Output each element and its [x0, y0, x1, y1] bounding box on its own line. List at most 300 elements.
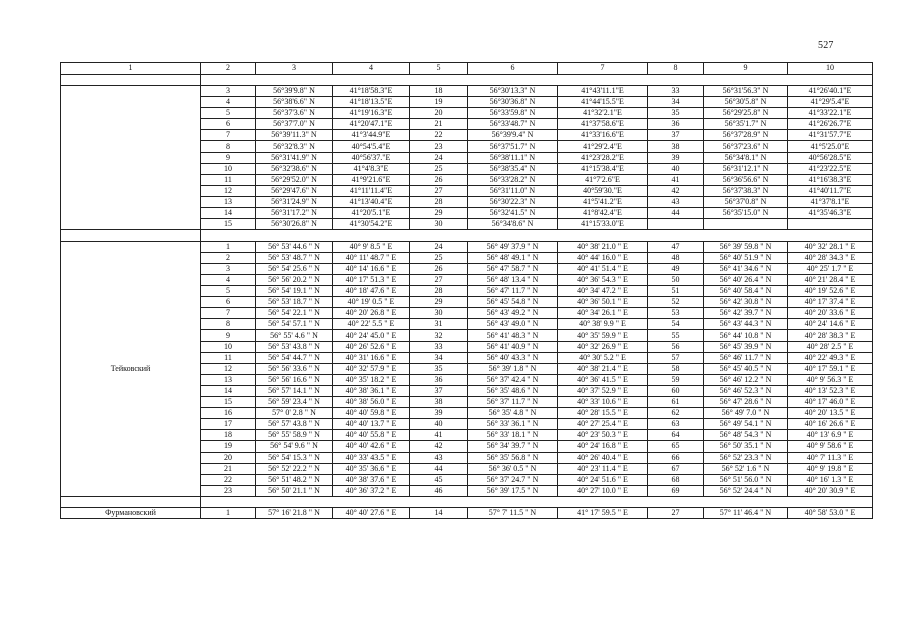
longitude: 40° 40' 59.8 " E	[333, 408, 410, 419]
latitude: 56° 33' 18.1 " N	[468, 430, 558, 441]
longitude: 40° 38' 21.0 " E	[558, 241, 648, 252]
point-number: 14	[410, 508, 468, 519]
longitude: 41°44'15.5"E	[558, 97, 648, 108]
longitude: 41°37'8.1"E	[788, 196, 873, 207]
longitude: 40° 38' 9.9 " E	[558, 319, 648, 330]
point-number: 20	[410, 108, 468, 119]
point-number: 38	[410, 397, 468, 408]
point-number: 42	[648, 185, 704, 196]
latitude: 56°39'9.8" N	[256, 86, 333, 97]
latitude: 56°35'15.0" N	[704, 208, 788, 219]
latitude: 57° 16' 21.8 " N	[256, 508, 333, 519]
spacer-district-cell	[61, 496, 201, 508]
longitude: 40° 16' 1.3 " E	[788, 474, 873, 485]
longitude: 40° 41' 51.4 " E	[558, 263, 648, 274]
column-number-header: 7	[558, 63, 648, 75]
point-number: 46	[410, 485, 468, 496]
point-number: 11	[201, 352, 256, 363]
point-number: 43	[648, 196, 704, 207]
longitude: 40° 17' 51.3 " E	[333, 275, 410, 286]
latitude: 57° 0' 2.8 " N	[256, 408, 333, 419]
latitude: 56° 50' 21.1 " N	[256, 485, 333, 496]
point-number: 22	[410, 130, 468, 141]
latitude: 56°37'38.3" N	[704, 185, 788, 196]
point-number: 16	[201, 408, 256, 419]
longitude: 41°18'13.5"E	[333, 97, 410, 108]
point-number: 18	[201, 430, 256, 441]
longitude: 41°26'26.7"E	[788, 119, 873, 130]
point-number: 40	[648, 163, 704, 174]
latitude: 56° 50' 35.1 " N	[704, 441, 788, 452]
longitude: 40° 32' 28.1 " E	[788, 241, 873, 252]
point-number: 22	[201, 474, 256, 485]
point-number: 52	[648, 297, 704, 308]
spacer-row	[61, 74, 873, 86]
point-number: 13	[201, 374, 256, 385]
table-row	[61, 508, 873, 519]
latitude: 56° 56' 33.6 " N	[256, 363, 333, 374]
point-number: 26	[410, 174, 468, 185]
point-number: 27	[410, 275, 468, 286]
longitude: 41°35'46.3"E	[788, 208, 873, 219]
latitude: 56° 56' 20.2 " N	[256, 275, 333, 286]
latitude: 56° 56' 16.6 " N	[256, 374, 333, 385]
district-name: Тейковский	[61, 241, 201, 496]
longitude: 40° 40' 55.8 " E	[333, 430, 410, 441]
point-number: 21	[410, 119, 468, 130]
longitude: 40°59'30."E	[558, 185, 648, 196]
point-number: 45	[410, 474, 468, 485]
coordinates-table	[60, 62, 873, 519]
latitude: 56°31'11.0" N	[468, 185, 558, 196]
longitude: 40° 36' 50.1 " E	[558, 297, 648, 308]
point-number: 37	[648, 130, 704, 141]
point-number: 30	[410, 308, 468, 319]
latitude: 56° 37' 42.4 " N	[468, 374, 558, 385]
longitude: 40° 7' 11.3 " E	[788, 452, 873, 463]
spacer-district-cell	[61, 74, 201, 86]
point-number: 18	[410, 86, 468, 97]
longitude: 40° 20' 30.9 " E	[788, 485, 873, 496]
point-number: 15	[201, 397, 256, 408]
column-number-header: 1	[61, 63, 201, 75]
longitude: 41°29'2.4"E	[558, 141, 648, 152]
latitude: 56°35'1.7" N	[704, 119, 788, 130]
latitude: 56° 57' 14.1 " N	[256, 385, 333, 396]
longitude: 40° 20' 13.5 " E	[788, 408, 873, 419]
point-number: 29	[410, 297, 468, 308]
latitude: 56°34'8.1" N	[704, 152, 788, 163]
point-number: 25	[410, 163, 468, 174]
point-number: 27	[410, 185, 468, 196]
latitude: 57° 7' 11.5 " N	[468, 508, 558, 519]
point-number: 30	[410, 219, 468, 230]
latitude: 56°31'12.1" N	[704, 163, 788, 174]
latitude: 56°37'0.8" N	[704, 196, 788, 207]
longitude: 40° 19' 0.5 " E	[333, 297, 410, 308]
latitude: 56°39'11.3" N	[256, 130, 333, 141]
point-number: 3	[201, 263, 256, 274]
point-number: 57	[648, 352, 704, 363]
point-number: 34	[648, 97, 704, 108]
point-number: 65	[648, 441, 704, 452]
longitude: 41°26'40.1"E	[788, 86, 873, 97]
latitude: 56° 45' 39.9 " N	[704, 341, 788, 352]
point-number: 4	[201, 97, 256, 108]
point-number: 35	[648, 108, 704, 119]
point-number: 58	[648, 363, 704, 374]
longitude: 40° 14' 16.6 " E	[333, 263, 410, 274]
latitude: 56° 40' 43.3 " N	[468, 352, 558, 363]
latitude: 56°29'47.6" N	[256, 185, 333, 196]
latitude: 56°39'9.4" N	[468, 130, 558, 141]
longitude: 40° 26' 40.4 " E	[558, 452, 648, 463]
longitude: 40° 17' 46.0 " E	[788, 397, 873, 408]
point-number: 7	[201, 308, 256, 319]
point-number: 14	[201, 208, 256, 219]
longitude: 41°5'25.0"E	[788, 141, 873, 152]
point-number: 63	[648, 419, 704, 430]
latitude: 56° 54' 44.7 " N	[256, 352, 333, 363]
latitude: 57° 11' 46.4 " N	[704, 508, 788, 519]
latitude: 56° 54' 19.1 " N	[256, 286, 333, 297]
longitude: 41°29'5.4"E	[788, 97, 873, 108]
point-number: 12	[201, 363, 256, 374]
point-number: 27	[648, 508, 704, 519]
point-number: 24	[410, 241, 468, 252]
latitude: 56° 43' 49.0 " N	[468, 319, 558, 330]
latitude: 56°37'3.6" N	[256, 108, 333, 119]
latitude: 56° 42' 39.7 " N	[704, 308, 788, 319]
longitude: 40° 38' 36.1 " E	[333, 385, 410, 396]
longitude: 40° 28' 15.5 " E	[558, 408, 648, 419]
column-number-header: 6	[468, 63, 558, 75]
point-number: 1	[201, 508, 256, 519]
longitude: 40° 31' 16.6 " E	[333, 352, 410, 363]
point-number: 64	[648, 430, 704, 441]
longitude: 41°8'42.4"E	[558, 208, 648, 219]
point-number: 53	[648, 308, 704, 319]
latitude	[704, 219, 788, 230]
point-number: 29	[410, 208, 468, 219]
longitude: 40° 21' 28.4 " E	[788, 275, 873, 286]
latitude: 56°30'36.8" N	[468, 97, 558, 108]
latitude: 56° 40' 58.4 " N	[704, 286, 788, 297]
table-row	[61, 241, 873, 252]
latitude: 56°32'41.5" N	[468, 208, 558, 219]
latitude: 56°34'8.6" N	[468, 219, 558, 230]
longitude: 40° 18' 47.6 " E	[333, 286, 410, 297]
longitude: 40° 28' 34.3 " E	[788, 252, 873, 263]
point-number: 13	[201, 196, 256, 207]
latitude: 56°37'7.0" N	[256, 119, 333, 130]
table-body	[61, 63, 873, 519]
longitude: 40° 44' 16.0 " E	[558, 252, 648, 263]
spacer-cell	[201, 496, 873, 508]
spacer-row	[61, 496, 873, 508]
spacer-cell	[201, 230, 873, 242]
latitude: 56° 40' 26.4 " N	[704, 275, 788, 286]
point-number: 23	[201, 485, 256, 496]
latitude: 56° 48' 49.1 " N	[468, 252, 558, 263]
longitude: 41° 17' 59.5 " E	[558, 508, 648, 519]
point-number: 50	[648, 275, 704, 286]
longitude: 40° 35' 59.9 " E	[558, 330, 648, 341]
latitude: 56° 37' 11.7 " N	[468, 397, 558, 408]
longitude: 41°19'16.3"E	[333, 108, 410, 119]
point-number: 42	[410, 441, 468, 452]
latitude: 56°30'13.3" N	[468, 86, 558, 97]
longitude: 41°16'38.3"E	[788, 174, 873, 185]
district-name	[61, 86, 201, 230]
column-number-header: 5	[410, 63, 468, 75]
point-number: 67	[648, 463, 704, 474]
longitude: 40°56'28.5"E	[788, 152, 873, 163]
longitude: 41°40'11.7"E	[788, 185, 873, 196]
spacer-district-cell	[61, 230, 201, 242]
longitude: 41°5'41.2"E	[558, 196, 648, 207]
latitude: 56°31'17.2" N	[256, 208, 333, 219]
longitude: 41°32'2.1"E	[558, 108, 648, 119]
point-number: 23	[410, 141, 468, 152]
point-number: 8	[201, 319, 256, 330]
longitude: 40° 20' 33.6 " E	[788, 308, 873, 319]
latitude: 56° 40' 51.9 " N	[704, 252, 788, 263]
point-number: 7	[201, 130, 256, 141]
point-number: 48	[648, 252, 704, 263]
latitude: 56° 54' 25.6 " N	[256, 263, 333, 274]
latitude: 56° 43' 49.2 " N	[468, 308, 558, 319]
latitude: 56° 53' 18.7 " N	[256, 297, 333, 308]
latitude: 56°31'56.3" N	[704, 86, 788, 97]
latitude: 56° 52' 23.3 " N	[704, 452, 788, 463]
longitude	[788, 219, 873, 230]
longitude: 41°3'44.9"E	[333, 130, 410, 141]
point-number: 3	[201, 86, 256, 97]
longitude: 40° 17' 59.1 " E	[788, 363, 873, 374]
latitude: 56° 44' 10.8 " N	[704, 330, 788, 341]
longitude: 40° 33' 43.5 " E	[333, 452, 410, 463]
latitude: 56°30'5.8" N	[704, 97, 788, 108]
latitude: 56° 41' 48.3 " N	[468, 330, 558, 341]
point-number: 34	[410, 352, 468, 363]
point-number: 60	[648, 385, 704, 396]
point-number: 26	[410, 263, 468, 274]
longitude: 40° 32' 26.9 " E	[558, 341, 648, 352]
column-number-header: 3	[256, 63, 333, 75]
point-number: 54	[648, 319, 704, 330]
point-number: 10	[201, 341, 256, 352]
latitude: 56° 53' 43.8 " N	[256, 341, 333, 352]
longitude: 40°54'5.4"E	[333, 141, 410, 152]
longitude: 41°15'33.0"E	[558, 219, 648, 230]
longitude: 40° 24' 45.0 " E	[333, 330, 410, 341]
latitude: 56° 47' 58.7 " N	[468, 263, 558, 274]
latitude: 56°31'24.9" N	[256, 196, 333, 207]
point-number: 62	[648, 408, 704, 419]
point-number: 31	[410, 319, 468, 330]
point-number: 44	[410, 463, 468, 474]
longitude: 40° 20' 26.8 " E	[333, 308, 410, 319]
longitude: 40° 13' 6.9 " E	[788, 430, 873, 441]
spacer-cell	[201, 74, 873, 86]
district-name: Фурмановский	[61, 508, 201, 519]
point-number: 56	[648, 341, 704, 352]
longitude: 40° 25' 1.7 " E	[788, 263, 873, 274]
longitude: 40° 38' 21.4 " E	[558, 363, 648, 374]
point-number: 41	[410, 430, 468, 441]
point-number: 37	[410, 385, 468, 396]
longitude: 40° 9' 56.3 " E	[788, 374, 873, 385]
longitude: 40° 23' 50.3 " E	[558, 430, 648, 441]
point-number: 51	[648, 286, 704, 297]
longitude: 41°20'47.1"E	[333, 119, 410, 130]
latitude: 56°38'11.1" N	[468, 152, 558, 163]
point-number: 38	[648, 141, 704, 152]
longitude: 40° 27' 10.0 " E	[558, 485, 648, 496]
point-number: 25	[410, 252, 468, 263]
longitude: 40° 17' 37.4 " E	[788, 297, 873, 308]
longitude: 40° 24' 14.6 " E	[788, 319, 873, 330]
point-number: 6	[201, 119, 256, 130]
longitude: 40° 9' 8.5 " E	[333, 241, 410, 252]
longitude: 40° 19' 52.6 " E	[788, 286, 873, 297]
latitude: 56°32'38.6" N	[256, 163, 333, 174]
longitude: 40° 58' 53.0 " E	[788, 508, 873, 519]
latitude: 56° 52' 1.6 " N	[704, 463, 788, 474]
point-number: 11	[201, 174, 256, 185]
longitude: 41°30'54.2"E	[333, 219, 410, 230]
latitude: 56° 54' 22.1 " N	[256, 308, 333, 319]
longitude: 40° 37' 52.9 " E	[558, 385, 648, 396]
latitude: 56°33'48.7" N	[468, 119, 558, 130]
longitude: 40° 40' 27.6 " E	[333, 508, 410, 519]
latitude: 56° 55' 58.9 " N	[256, 430, 333, 441]
latitude: 56° 33' 36.1 " N	[468, 419, 558, 430]
longitude: 40° 22' 49.3 " E	[788, 352, 873, 363]
longitude: 41°9'21.6"E	[333, 174, 410, 185]
point-number: 9	[201, 152, 256, 163]
point-number: 61	[648, 397, 704, 408]
latitude: 56° 41' 40.9 " N	[468, 341, 558, 352]
latitude: 56° 51' 48.2 " N	[256, 474, 333, 485]
column-number-header: 4	[333, 63, 410, 75]
latitude: 56°37'28.9" N	[704, 130, 788, 141]
latitude: 56°32'8.3" N	[256, 141, 333, 152]
point-number: 66	[648, 452, 704, 463]
longitude: 40° 11' 48.7 " E	[333, 252, 410, 263]
point-number: 2	[201, 252, 256, 263]
longitude: 40° 38' 56.0 " E	[333, 397, 410, 408]
point-number: 19	[201, 441, 256, 452]
point-number: 33	[648, 86, 704, 97]
latitude: 56° 54' 15.3 " N	[256, 452, 333, 463]
point-number: 5	[201, 286, 256, 297]
latitude: 56°30'26.8" N	[256, 219, 333, 230]
latitude: 56° 36' 0.5 " N	[468, 463, 558, 474]
latitude: 56° 35' 48.6 " N	[468, 385, 558, 396]
latitude: 56° 35' 4.8 " N	[468, 408, 558, 419]
point-number: 24	[410, 152, 468, 163]
longitude: 40° 22' 5.5 " E	[333, 319, 410, 330]
point-number: 1	[201, 241, 256, 252]
latitude: 56° 49' 37.9 " N	[468, 241, 558, 252]
latitude: 56°31'41.9" N	[256, 152, 333, 163]
point-number: 9	[201, 330, 256, 341]
latitude: 56° 54' 57.1 " N	[256, 319, 333, 330]
point-number: 6	[201, 297, 256, 308]
longitude: 41°31'57.7"E	[788, 130, 873, 141]
point-number: 17	[201, 419, 256, 430]
point-number: 19	[410, 97, 468, 108]
latitude: 56°29'25.8" N	[704, 108, 788, 119]
latitude: 56° 48' 13.4 " N	[468, 275, 558, 286]
latitude: 56° 49' 54.1 " N	[704, 419, 788, 430]
latitude: 56° 53' 44.6 " N	[256, 241, 333, 252]
latitude: 56° 52' 24.4 " N	[704, 485, 788, 496]
longitude: 41°33'16.6"E	[558, 130, 648, 141]
longitude: 40°56'37."E	[333, 152, 410, 163]
longitude: 40° 35' 36.6 " E	[333, 463, 410, 474]
latitude: 56° 34' 39.7 " N	[468, 441, 558, 452]
latitude: 56° 41' 34.6 " N	[704, 263, 788, 274]
latitude: 56°33'59.8" N	[468, 108, 558, 119]
point-number: 39	[648, 152, 704, 163]
longitude: 40° 28' 38.3 " E	[788, 330, 873, 341]
longitude: 41°37'58.6"E	[558, 119, 648, 130]
point-number: 21	[201, 463, 256, 474]
latitude: 56° 39' 17.5 " N	[468, 485, 558, 496]
latitude: 56° 53' 48.7 " N	[256, 252, 333, 263]
longitude: 40° 34' 26.1 " E	[558, 308, 648, 319]
point-number: 35	[410, 363, 468, 374]
column-number-header: 2	[201, 63, 256, 75]
point-number: 39	[410, 408, 468, 419]
point-number: 28	[410, 196, 468, 207]
latitude: 56° 54' 9.6 " N	[256, 441, 333, 452]
point-number: 41	[648, 174, 704, 185]
point-number: 40	[410, 419, 468, 430]
latitude: 56° 46' 11.7 " N	[704, 352, 788, 363]
point-number: 68	[648, 474, 704, 485]
longitude: 40° 13' 52.3 " E	[788, 385, 873, 396]
longitude: 41°33'22.1"E	[788, 108, 873, 119]
point-number: 44	[648, 208, 704, 219]
point-number: 32	[410, 330, 468, 341]
longitude: 40° 33' 10.6 " E	[558, 397, 648, 408]
longitude: 41°18'58.3"E	[333, 86, 410, 97]
longitude: 40° 30' 5.2 " E	[558, 352, 648, 363]
longitude: 40° 36' 41.5 " E	[558, 374, 648, 385]
point-number: 12	[201, 185, 256, 196]
longitude: 40° 40' 13.7 " E	[333, 419, 410, 430]
latitude: 56° 39' 1.8 " N	[468, 363, 558, 374]
longitude: 41°11'11.4"E	[333, 185, 410, 196]
longitude: 40° 26' 52.6 " E	[333, 341, 410, 352]
point-number: 28	[410, 286, 468, 297]
longitude: 41°4'8.3"E	[333, 163, 410, 174]
spacer-row	[61, 230, 873, 242]
longitude: 40° 27' 25.4 " E	[558, 419, 648, 430]
latitude: 56° 51' 56.0 " N	[704, 474, 788, 485]
latitude: 56°38'35.4" N	[468, 163, 558, 174]
latitude: 56° 46' 52.3 " N	[704, 385, 788, 396]
longitude: 40° 9' 58.6 " E	[788, 441, 873, 452]
point-number: 14	[201, 385, 256, 396]
latitude: 56° 35' 56.8 " N	[468, 452, 558, 463]
latitude: 56° 46' 12.2 " N	[704, 374, 788, 385]
longitude: 40° 32' 57.9 " E	[333, 363, 410, 374]
